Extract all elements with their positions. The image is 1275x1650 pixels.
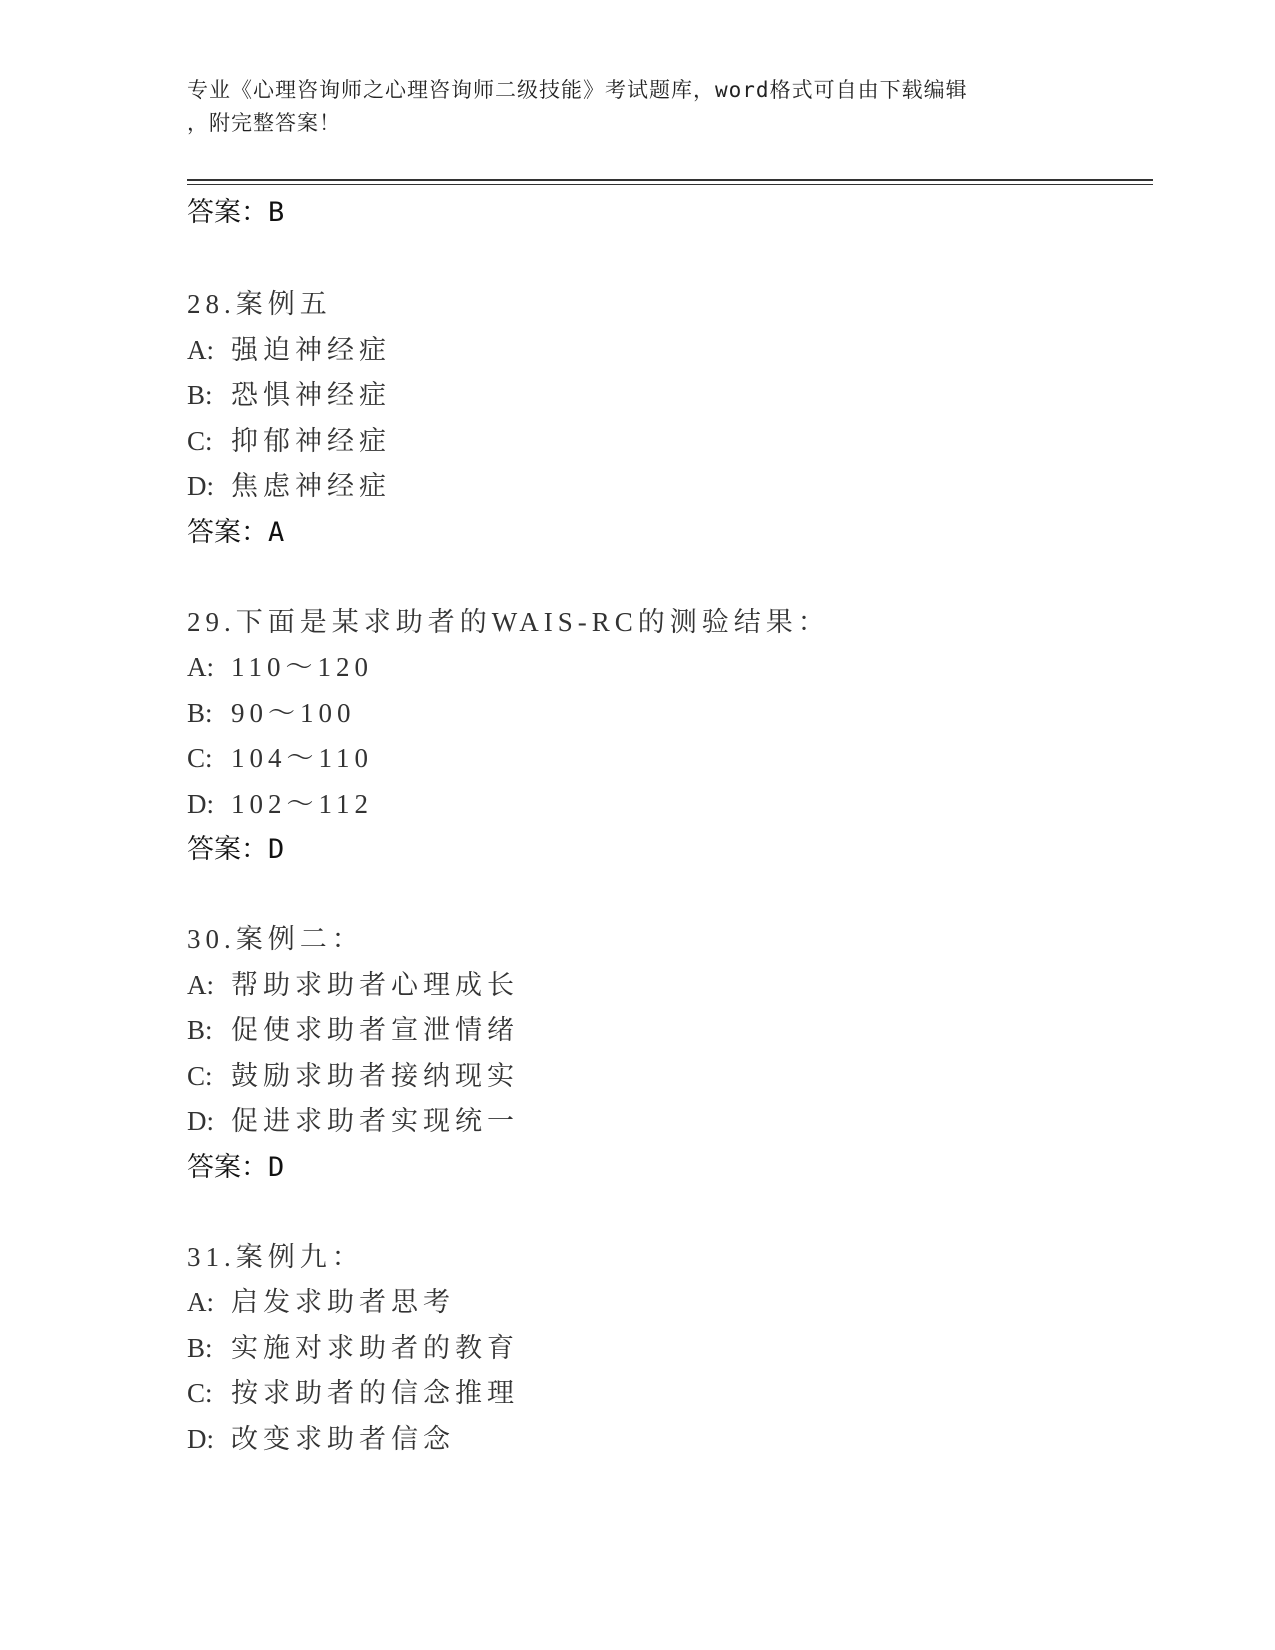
option-d bbox=[187, 1417, 1087, 1463]
question-list bbox=[187, 282, 1087, 1506]
option-a bbox=[187, 1280, 1087, 1326]
option-d bbox=[187, 464, 1087, 510]
option-b bbox=[187, 1008, 1087, 1054]
option-label: C: bbox=[187, 743, 213, 773]
answer: 答案：D bbox=[187, 1151, 285, 1183]
option-text: 实施对求助者的教育 bbox=[231, 1332, 519, 1363]
option-label: B: bbox=[187, 380, 213, 410]
option-text: 90～100 bbox=[231, 697, 356, 728]
answer-previous-question: 答案：B bbox=[187, 197, 285, 228]
option-text: 104～110 bbox=[231, 743, 373, 773]
option-text: 促使求助者宣泄情绪 bbox=[231, 1015, 519, 1045]
option-b bbox=[187, 1326, 1087, 1372]
option-label: A: bbox=[187, 652, 214, 682]
option-text: 强迫神经症 bbox=[231, 334, 391, 365]
option-text: 启发求助者思考 bbox=[231, 1287, 455, 1317]
option-label: B: bbox=[187, 1015, 213, 1045]
option-a bbox=[187, 645, 1087, 691]
option-c bbox=[187, 736, 1087, 782]
answer: 答案：A bbox=[187, 516, 285, 548]
option-text: 按求助者的信念推理 bbox=[231, 1378, 519, 1408]
option-label: C: bbox=[187, 1378, 213, 1408]
option-text: 110～120 bbox=[231, 652, 373, 682]
option-label: B: bbox=[187, 697, 213, 728]
option-c bbox=[187, 1371, 1087, 1417]
question-title: 28.案例五 bbox=[187, 289, 332, 319]
option-label: C: bbox=[187, 1060, 213, 1091]
option-text: 鼓励求助者接纳现实 bbox=[231, 1060, 519, 1091]
question-title: 31.案例九： bbox=[187, 1241, 364, 1272]
header-divider-thick bbox=[187, 179, 1153, 181]
question-28 bbox=[187, 282, 1087, 556]
option-label: D: bbox=[187, 788, 214, 819]
question-30 bbox=[187, 917, 1087, 1191]
option-text: 促进求助者实现统一 bbox=[231, 1106, 519, 1136]
option-text: 帮助求助者心理成长 bbox=[231, 969, 519, 1000]
header-divider-thin bbox=[187, 184, 1153, 185]
question-31 bbox=[187, 1235, 1087, 1463]
question-title: 30.案例二： bbox=[187, 924, 364, 954]
option-a bbox=[187, 963, 1087, 1009]
option-c bbox=[187, 419, 1087, 465]
option-d bbox=[187, 1099, 1087, 1145]
header-line-2: ，附完整答案！ bbox=[187, 111, 341, 135]
option-label: C: bbox=[187, 425, 213, 456]
option-text: 焦虑神经症 bbox=[231, 471, 391, 501]
answer: 答案：D bbox=[187, 834, 285, 865]
option-a bbox=[187, 328, 1087, 374]
option-label: D: bbox=[187, 471, 214, 501]
option-label: A: bbox=[187, 1287, 214, 1317]
option-label: D: bbox=[187, 1423, 214, 1454]
option-text: 恐惧神经症 bbox=[231, 380, 391, 410]
option-text: 102～112 bbox=[231, 788, 373, 819]
option-text: 改变求助者信念 bbox=[231, 1423, 455, 1454]
question-29 bbox=[187, 600, 1087, 874]
option-label: A: bbox=[187, 334, 214, 365]
option-label: A: bbox=[187, 969, 214, 1000]
option-label: B: bbox=[187, 1332, 213, 1363]
question-title: 29.下面是某求助者的WAIS-RC的测验结果： bbox=[187, 606, 830, 637]
option-c bbox=[187, 1054, 1087, 1100]
option-b bbox=[187, 373, 1087, 419]
header-line-1: 专业《心理咨询师之心理咨询师二级技能》考试题库，word格式可自由下载编辑 bbox=[187, 78, 968, 102]
option-b bbox=[187, 691, 1087, 737]
option-label: D: bbox=[187, 1106, 214, 1136]
option-text: 抑郁神经症 bbox=[231, 425, 391, 456]
option-d bbox=[187, 782, 1087, 828]
document-header bbox=[187, 74, 1087, 140]
